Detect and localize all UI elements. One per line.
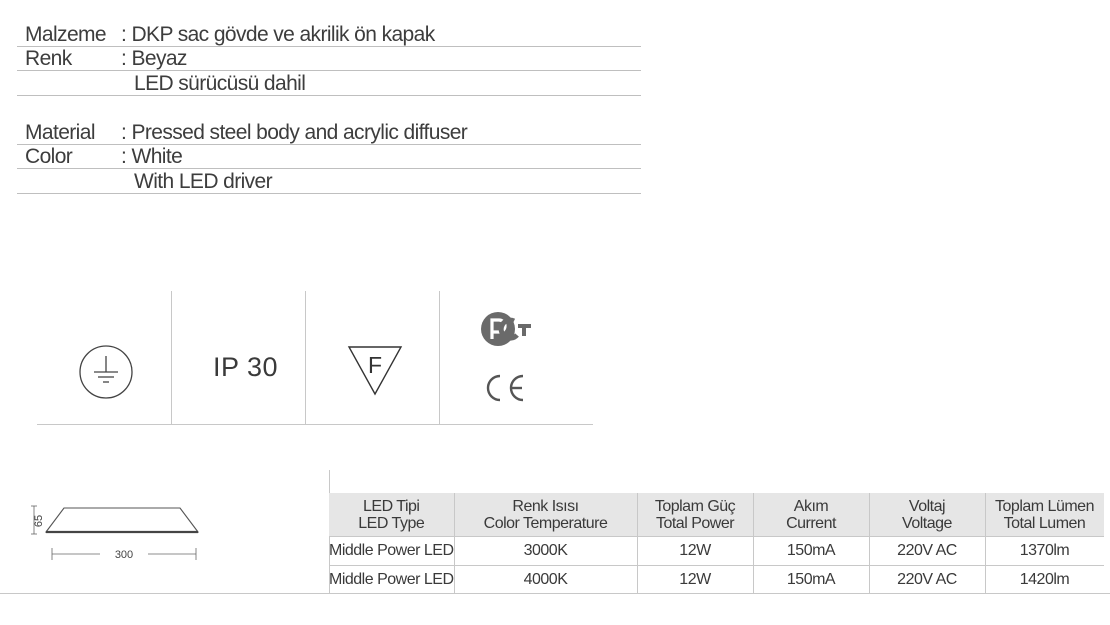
ip-rating: IP 30 — [213, 352, 279, 382]
spec-value: : White — [121, 145, 183, 168]
spec-value: With LED driver — [134, 170, 273, 193]
table-header-row — [329, 493, 1104, 537]
header-voltage: Voltaj Voltage — [869, 493, 985, 537]
dimension-drawing — [30, 500, 210, 570]
cell-total-power: 12W — [637, 566, 753, 595]
spec-value: LED sürücüsü dahil — [134, 72, 306, 95]
header-led-type: LED Tipi LED Type — [329, 493, 454, 537]
product-spec-table — [329, 493, 1104, 594]
spec-row-material-en — [17, 120, 641, 145]
cell-total-power: 12W — [637, 537, 753, 566]
f-mark-letter: F — [367, 352, 383, 378]
earth-ground-icon — [78, 344, 134, 400]
cert-divider — [171, 291, 172, 424]
spec-key: Material — [25, 121, 95, 144]
cell-total-lumen: 1420lm — [985, 566, 1104, 595]
height-dimension: 65 — [33, 514, 45, 528]
header-current: Akım Current — [753, 493, 869, 537]
table-row — [329, 537, 1104, 566]
spec-row-material-tr — [17, 22, 641, 47]
ce-mark-icon — [483, 372, 527, 404]
cell-led-type: Middle Power LED — [329, 537, 454, 566]
table-row — [329, 566, 1104, 595]
cell-total-lumen: 1370lm — [985, 537, 1104, 566]
spec-value: : DKP sac gövde ve akrilik ön kapak — [121, 23, 435, 46]
page-bottom-rule — [0, 593, 1110, 594]
spec-row-color-tr — [17, 46, 641, 71]
cell-color-temperature: 4000K — [454, 566, 637, 595]
cell-color-temperature: 3000K — [454, 537, 637, 566]
cell-current: 150mA — [753, 566, 869, 595]
header-total-lumen: Toplam Lümen Total Lumen — [985, 493, 1104, 537]
header-color-temperature: Renk Isısı Color Temperature — [454, 493, 637, 537]
spec-value: : Pressed steel body and acrylic diffuser — [121, 121, 468, 144]
spec-key: Color — [25, 145, 73, 168]
spec-key: Malzeme — [25, 23, 106, 46]
cell-led-type: Middle Power LED — [329, 566, 454, 595]
cert-divider — [439, 291, 440, 424]
spec-row-driver-en — [17, 169, 641, 194]
cert-baseline — [37, 424, 593, 425]
header-total-power: Toplam Güç Total Power — [637, 493, 753, 537]
cell-voltage: 220V AC — [869, 566, 985, 595]
pct-mark-icon — [480, 310, 534, 350]
f-mark-icon — [346, 344, 404, 398]
cert-divider — [305, 291, 306, 424]
cell-current: 150mA — [753, 537, 869, 566]
spec-row-driver-tr — [17, 71, 641, 96]
cell-voltage: 220V AC — [869, 537, 985, 566]
spec-key: Renk — [25, 47, 72, 70]
spec-row-color-en — [17, 144, 641, 169]
width-dimension: 300 — [114, 549, 134, 561]
spec-value: : Beyaz — [121, 47, 187, 70]
